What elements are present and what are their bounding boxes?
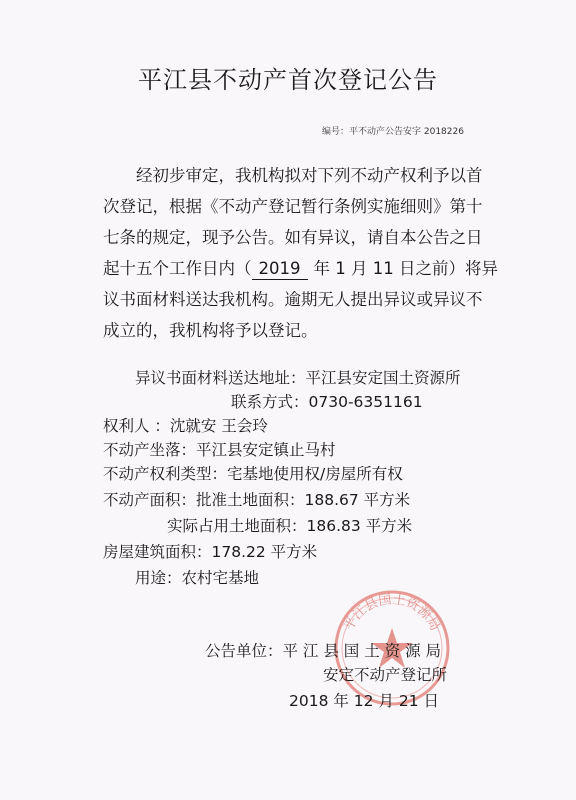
objection-address: 异议书面材料送达地址：平江县安定国土资源所 xyxy=(135,369,461,387)
issuing-unit: 公告单位：平 江 县 国 土 资 源 局 xyxy=(205,642,441,660)
body-line-4-start: 起十五个工作日内（ xyxy=(103,259,252,278)
contact-phone: 联系方式：0730-6351161 xyxy=(231,393,423,411)
body-line-4 xyxy=(103,253,507,284)
property-usage: 用途：农村宅基地 xyxy=(135,569,260,587)
body-line-5: 议书面材料送达我机构。逾期无人提出异议或异议不 xyxy=(103,290,483,309)
body-line-4-end: 年 1 月 11 日之前）将异 xyxy=(313,259,498,278)
issuing-office: 安定不动产登记所 xyxy=(323,666,448,684)
property-location: 不动产坐落：平江县安定镇止马村 xyxy=(103,441,336,459)
page-title: 平江县不动产首次登记公告 xyxy=(138,66,438,94)
body-line-1: 经初步审定，我机构拟对下列不动产权利予以首 xyxy=(136,166,483,185)
body-line-2: 次登记，根据《不动产登记暂行条例实施细则》第十 xyxy=(103,197,483,216)
right-holder: 权利人 ：沈就安 王会玲 xyxy=(103,417,268,435)
area-approved: 不动产面积：批准土地面积：188.67 平方米 xyxy=(103,491,411,509)
body-line-3: 七条的规定，现予公告。如有异议，请自本公告之日 xyxy=(103,228,483,247)
deadline-year: 2019 xyxy=(252,259,308,280)
issue-date: 2018 年 12 月 21 日 xyxy=(289,692,440,710)
building-area: 房屋建筑面积：178.22 平方米 xyxy=(103,543,318,561)
right-type: 不动产权利类型：宅基地使用权/房屋所有权 xyxy=(103,465,403,483)
notice-body xyxy=(103,160,507,346)
document-number: 编号：平不动产公告安字 2018226 xyxy=(322,127,464,137)
area-actual: 实际占用土地面积：186.83 平方米 xyxy=(167,517,413,535)
seal-text: 平江县国土资源局 xyxy=(341,592,443,634)
body-line-6: 成立的，我机构将予以登记。 xyxy=(103,321,318,340)
